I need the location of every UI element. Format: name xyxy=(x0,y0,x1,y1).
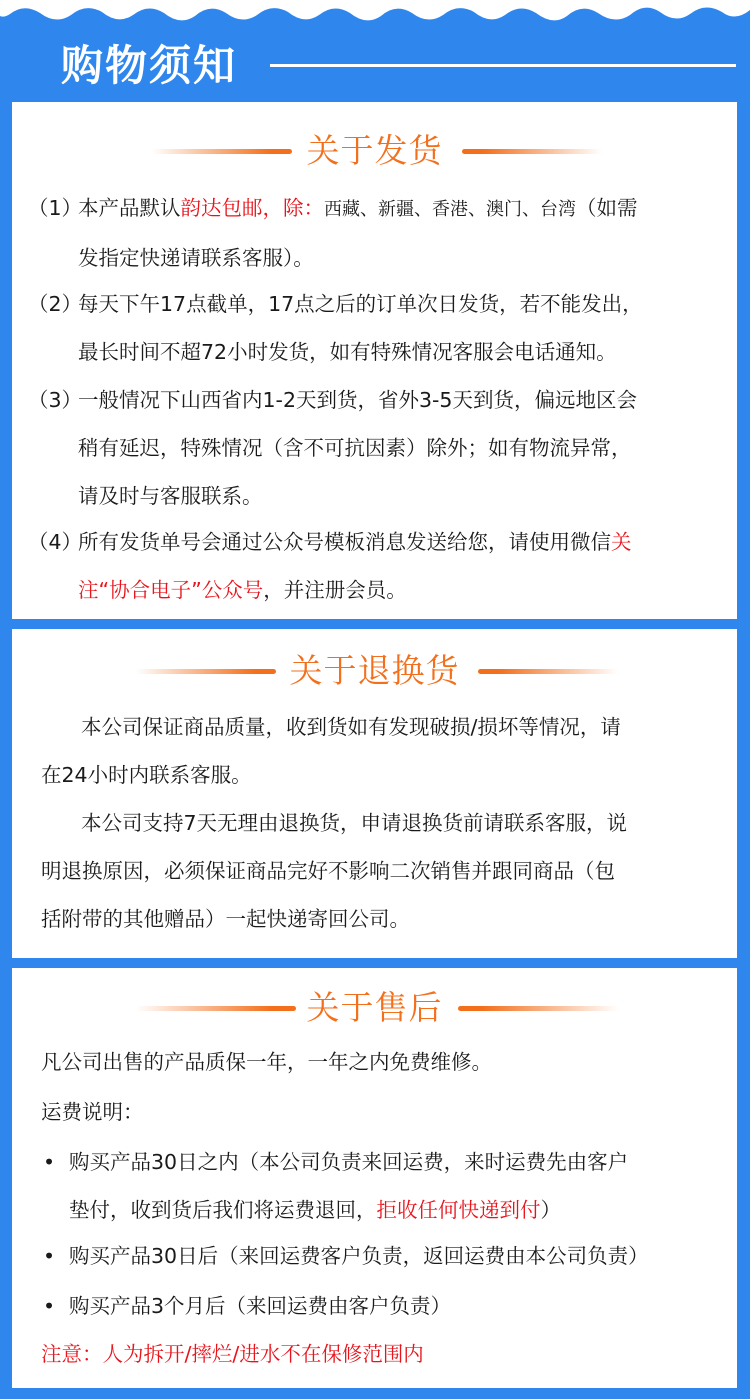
shipping-item-2 xyxy=(28,280,728,376)
shipping-item-3 xyxy=(28,376,728,520)
returns-heading: 关于退换货 xyxy=(289,651,460,690)
header-bar-right xyxy=(478,669,618,674)
warranty-note: 注意：人为拆开/摔烂/进水不在保修范围内 xyxy=(41,1342,424,1366)
service-card xyxy=(12,968,737,1388)
highlight-text: 韵达包邮，除： xyxy=(180,196,324,220)
highlight-text: 关 xyxy=(611,530,632,554)
item-number: （3） xyxy=(28,388,83,412)
returns-card xyxy=(12,629,737,958)
item-text: 本产品默认 xyxy=(78,196,181,220)
item-line: 发指定快递请联系客服）。 xyxy=(78,246,314,270)
bullet-line xyxy=(69,1186,731,1234)
page-title: 购物须知 xyxy=(61,41,238,90)
freight-bullet-3 xyxy=(41,1282,731,1330)
paragraph-line: 明退换原因，必须保证商品完好不影响二次销售并跟同商品（包 xyxy=(41,859,615,883)
shipping-card xyxy=(12,102,737,619)
item-line: 请及时与客服联系。 xyxy=(78,484,263,508)
item-text: ，并注册会员。 xyxy=(263,578,407,602)
shipping-item-1 xyxy=(28,184,728,282)
item-number: （1） xyxy=(28,196,83,220)
item-text: 所有发货单号会通过公众号模板消息发送给您，请使用微信 xyxy=(78,530,611,554)
bullet-dot: • xyxy=(43,1150,56,1174)
highlight-text: 注“协合电子”公众号 xyxy=(78,578,264,602)
returns-paragraph-2 xyxy=(41,799,731,943)
item-line xyxy=(78,184,728,234)
item-line xyxy=(78,518,728,566)
item-line: 稍有延迟，特殊情况（含不可抗因素）除外；如有物流异常， xyxy=(78,436,632,460)
region-list: 西藏、新疆、香港、澳门、台湾 xyxy=(324,199,576,220)
freight-label: 运费说明： xyxy=(41,1100,144,1124)
service-header xyxy=(12,983,737,1033)
returns-header xyxy=(12,646,737,696)
bullet-line: 购买产品3个月后（来回运费由客户负责） xyxy=(69,1294,452,1318)
bullet-dot: • xyxy=(43,1244,56,1268)
service-heading: 关于售后 xyxy=(306,988,443,1027)
bullet-text: ） xyxy=(540,1198,561,1222)
item-line: 每天下午17点截单，17点之后的订单次日发货，若不能发出， xyxy=(78,292,643,316)
warranty-text: 凡公司出售的产品质保一年，一年之内免费维修。 xyxy=(41,1050,492,1074)
item-text: （如需 xyxy=(576,196,638,220)
bullet-dot: • xyxy=(43,1294,56,1318)
item-line: 一般情况下山西省内1-2天到货，省外3-5天到货，偏远地区会 xyxy=(78,388,637,412)
item-line: 最长时间不超72小时发货，如有特殊情况客服会电话通知。 xyxy=(78,340,617,364)
header-bar-right xyxy=(462,149,602,154)
freight-bullet-1 xyxy=(41,1138,731,1234)
shipping-item-4 xyxy=(28,518,728,614)
highlight-text: 拒收任何快递到付 xyxy=(376,1198,541,1222)
paragraph-line: 本公司支持7天无理由退换货，申请退换货前请联系客服，说 xyxy=(81,811,628,835)
returns-paragraph-1 xyxy=(41,703,731,799)
title-divider xyxy=(270,64,736,67)
paragraph-line: 括附带的其他赠品）一起快递寄回公司。 xyxy=(41,907,410,931)
header-bar-right xyxy=(458,1006,618,1011)
wave-border xyxy=(0,0,750,30)
item-number: （2） xyxy=(28,292,83,316)
shipping-heading: 关于发货 xyxy=(306,131,443,170)
bullet-text: 垫付，收到货后我们将运费退回， xyxy=(69,1198,377,1222)
shipping-header xyxy=(12,126,737,176)
freight-bullet-2 xyxy=(41,1232,731,1280)
bullet-line: 购买产品30日之内（本公司负责来回运费，来时运费先由客户 xyxy=(69,1150,629,1174)
paragraph-line: 本公司保证商品质量，收到货如有发现破损/损坏等情况，请 xyxy=(81,715,621,739)
bullet-line: 购买产品30日后（来回运费客户负责，返回运费由本公司负责） xyxy=(69,1244,649,1268)
item-line xyxy=(78,566,728,614)
paragraph-line: 在24小时内联系客服。 xyxy=(41,763,252,787)
item-number: （4） xyxy=(28,530,83,554)
